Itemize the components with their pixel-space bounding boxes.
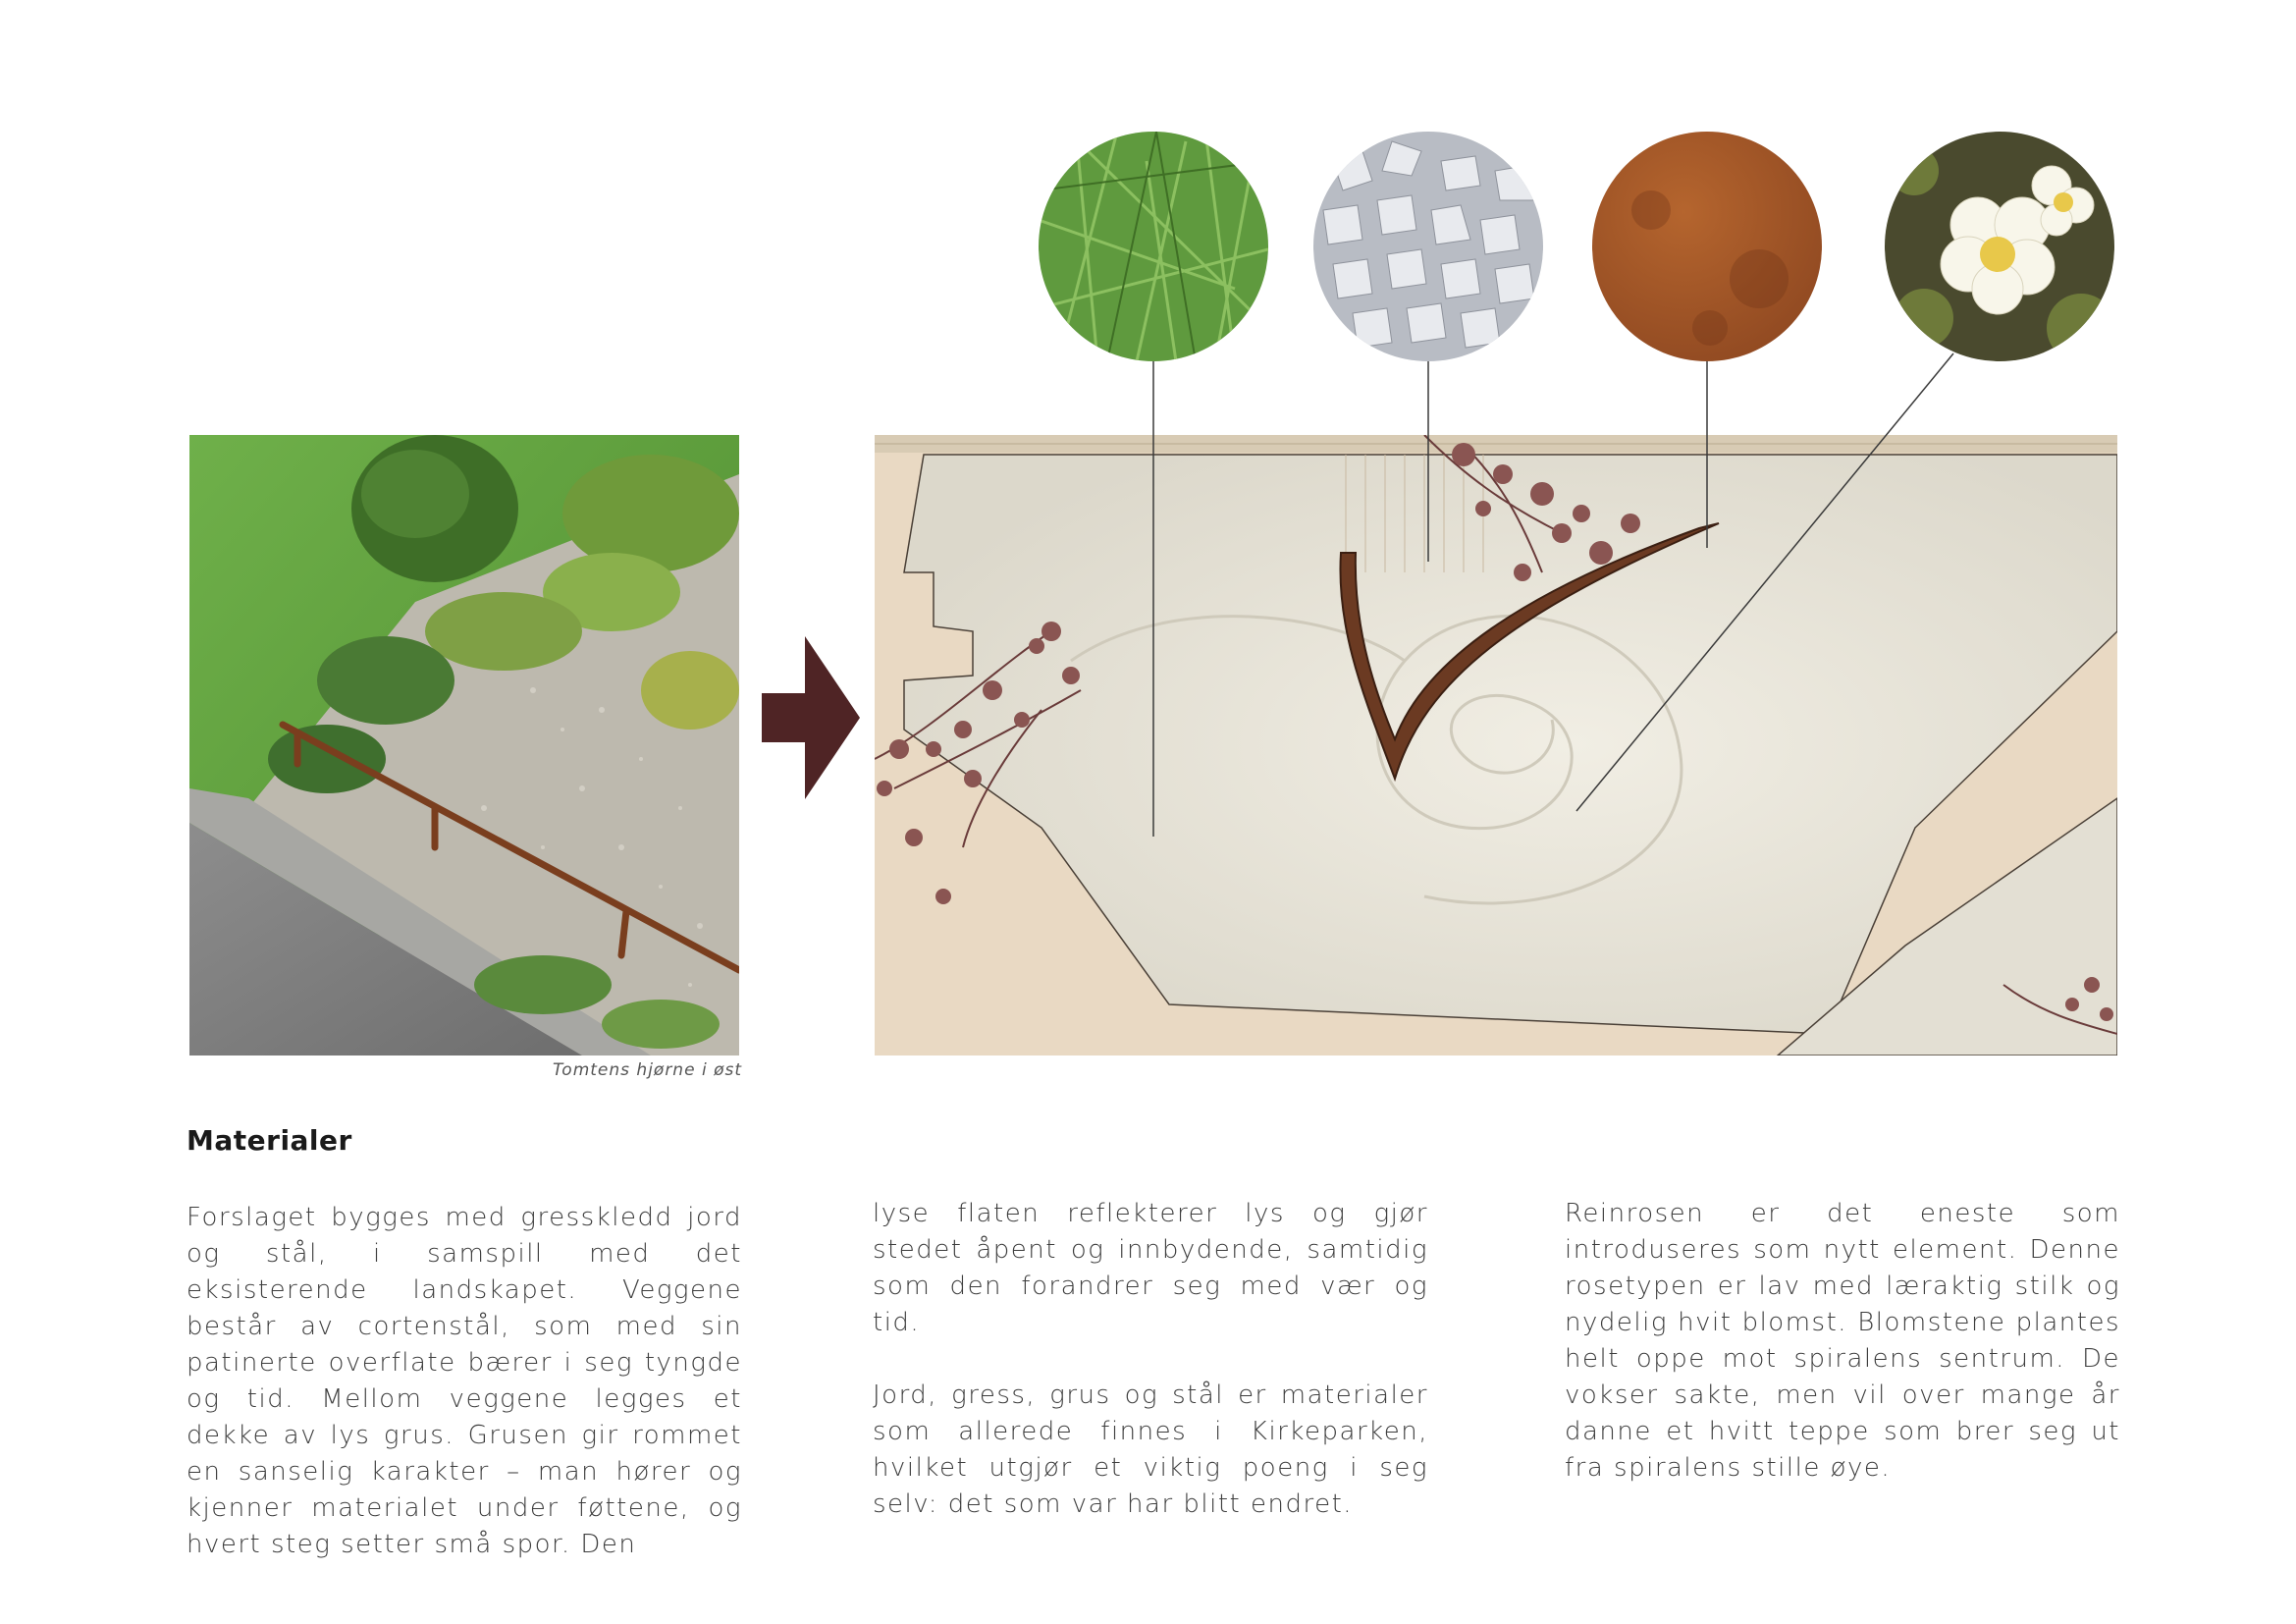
text-column-3	[1565, 1196, 2120, 1523]
paragraph: Jord, gress, grus og stål er materialer som allerede finnes i Kirkeparken, hvilket utgjør et viktig poeng i seg selv: det som var har blitt endret.	[873, 1380, 1428, 1519]
corten-steel-swatch	[1592, 132, 1822, 361]
white-flower-swatch	[1885, 132, 2114, 361]
paragraph: Reinrosen er det eneste som introduseres som nytt element. Denne rosetypen er lav med læraktig stilk og nydelig hvit blomst. Blomstene plantes helt oppe mot spiralens sentrum. De vokser sakte, men vil over mange år danne et hvitt teppe som brer seg ut fra spiralens stille øye.	[1565, 1199, 2120, 1483]
site-photo-caption: Tomtens hjørne i øst	[553, 1060, 742, 1080]
paragraph: lyse flaten reflekterer lys og gjør stedet åpent og innbydende, samtidig som den forandrer seg med vær og tid.	[873, 1199, 1428, 1337]
text-column-2	[873, 1196, 1428, 1559]
grass-swatch	[1039, 132, 1268, 361]
text-column-1	[187, 1200, 742, 1599]
gravel-swatch	[1313, 132, 1543, 361]
right-arrow-icon	[762, 636, 860, 799]
model-photo	[875, 435, 2117, 1056]
section-heading: Materialer	[187, 1124, 352, 1157]
site-photo	[189, 435, 739, 1056]
paragraph: Forslaget bygges med gresskledd jord og stål, i samspill med det eksisterende landskapet. Veggene består av cortenstål, som med sin patinerte overflate bærer i seg tyngde og tid. Mellom veggene legges et dekke av lys grus. Grusen gir rommet en sanselig karakter – man hører og kjenner materialet under føttene, og hvert steg setter små spor. Den	[187, 1203, 742, 1559]
